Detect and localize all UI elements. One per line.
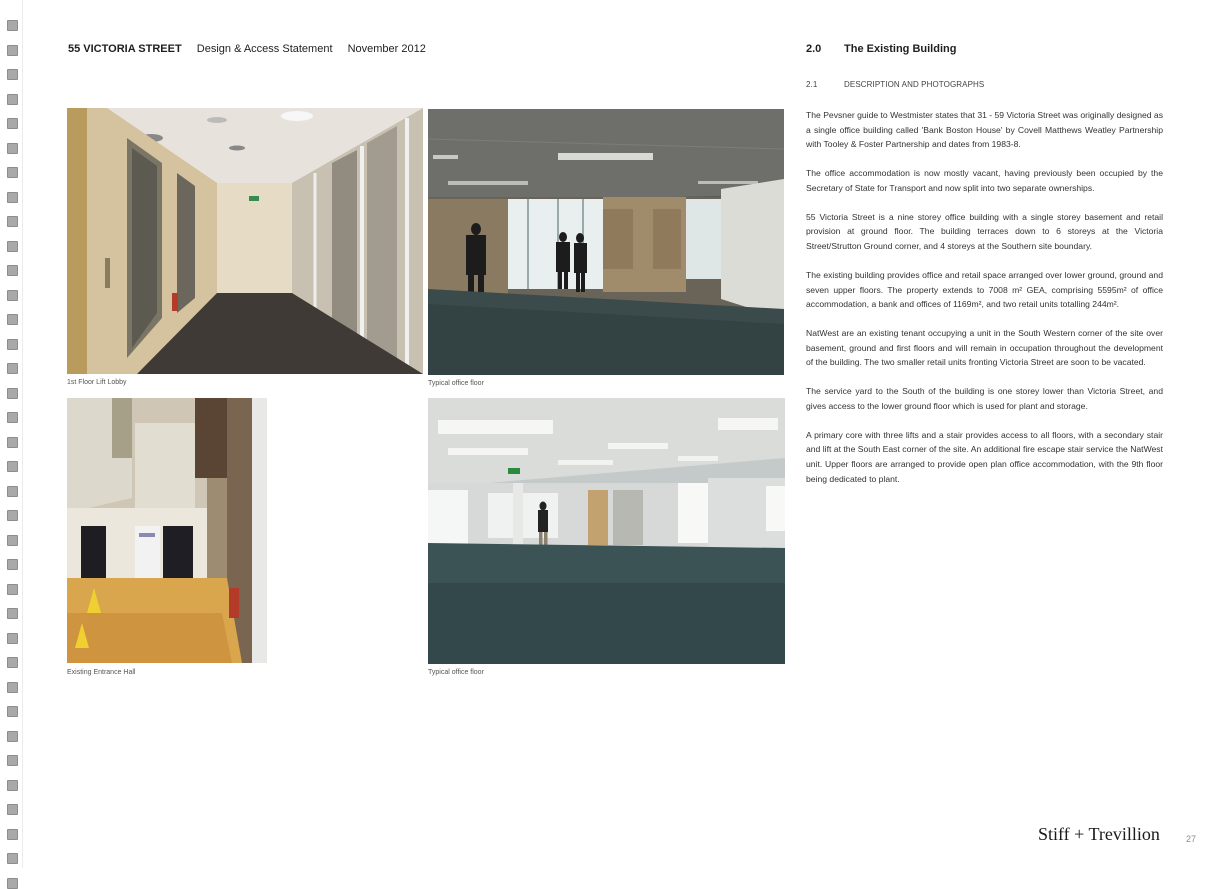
binding-hole [7, 216, 18, 227]
binding-hole [7, 461, 18, 472]
binding-hole [7, 265, 18, 276]
subsection-number: 2.1 [806, 80, 818, 89]
caption-office-floor-2: Typical office floor [428, 669, 484, 676]
body-text [806, 108, 1163, 501]
section-number: 2.0 [806, 43, 822, 55]
binding-hole [7, 118, 18, 129]
binding-hole [7, 510, 18, 521]
binding-hole [7, 412, 18, 423]
binding-hole [7, 437, 18, 448]
binding-hole [7, 584, 18, 595]
paragraph: The Pevsner guide to Westmister states that 31 - 59 Victoria Street was originally designed as a single office building called 'Bank Boston House' by Covell Matthews Weatley Partnership with Tooley & Foster Partnership and dates from 1983-8. [806, 110, 1163, 150]
office-floor-image-2 [428, 398, 785, 664]
photo-office-floor-1 [428, 109, 784, 375]
paragraph: 55 Victoria Street is a nine storey office building with a single storey basement and retail provision at ground floor. The building terraces down to 6 storeys at the Victoria Street/Strutton Ground corner, and 4 storeys at the Southern site boundary. [806, 211, 1163, 251]
document-title: Design & Access Statement [196, 43, 333, 55]
entrance-hall-image [67, 398, 267, 663]
binding-hole [7, 241, 18, 252]
paragraph: A primary core with three lifts and a stair provides access to all floors, with a secondary stair and lift at the South East corner of the site. An additional fire escape stair service the NatWest unit. Upper floors are arranged to provide open plan office accommodation, with the 9th floor being dedicated to plant. [806, 429, 1163, 484]
lift-lobby-image [67, 108, 423, 374]
binding-hole [7, 682, 18, 693]
project-title: 55 VICTORIA STREET [68, 43, 182, 55]
binding-hole [7, 94, 18, 105]
binding-hole [7, 559, 18, 570]
binding-hole [7, 535, 18, 546]
paragraph: The existing building provides office and retail space arranged over lower ground, ground and seven upper floors. The property extends to 7008 m² GEA, comprising 5595m² of office accommodation, a bank and offices of 1169m², and two retail units totalling 244m². [806, 269, 1163, 310]
binding-hole [7, 657, 18, 668]
page-edge [22, 0, 23, 868]
binding-hole [7, 314, 18, 325]
binding-hole [7, 878, 18, 889]
photo-entrance-hall [67, 398, 267, 663]
binding-hole [7, 780, 18, 791]
binding-hole [7, 45, 18, 56]
binding-hole [7, 69, 18, 80]
section-title: The Existing Building [844, 43, 957, 55]
caption-lift-lobby: 1st Floor Lift Lobby [67, 379, 127, 386]
binding-hole [7, 388, 18, 399]
binding-hole [7, 20, 18, 31]
binding-hole [7, 486, 18, 497]
spiral-binding [7, 20, 21, 850]
binding-hole [7, 633, 18, 644]
binding-hole [7, 829, 18, 840]
page-header [68, 43, 438, 55]
binding-hole [7, 755, 18, 766]
document-date: November 2012 [347, 43, 426, 55]
binding-hole [7, 853, 18, 864]
binding-hole [7, 192, 18, 203]
binding-hole [7, 706, 18, 717]
paragraph: The office accommodation is now mostly vacant, having previously been occupied by the Secretary of State for Transport and now split into two separate ownerships. [806, 168, 1163, 193]
paragraph: The service yard to the South of the building is one storey lower than Victoria Street, and gives access to the lower ground floor which is used for plant and storage. [806, 386, 1163, 411]
binding-hole [7, 731, 18, 742]
binding-hole [7, 339, 18, 350]
binding-hole [7, 608, 18, 619]
subsection-title: DESCRIPTION AND PHOTOGRAPHS [844, 80, 985, 89]
office-floor-image-1 [428, 109, 784, 375]
binding-hole [7, 167, 18, 178]
subsection-heading [806, 80, 984, 89]
binding-hole [7, 804, 18, 815]
paragraph: NatWest are an existing tenant occupying a unit in the South Western corner of the site over basement, ground and first floors and will remain in occupation throughout the development of the building. The two smaller retail units fronting Victoria Street are soon to be vacated. [806, 328, 1163, 368]
section-heading [806, 43, 956, 55]
binding-hole [7, 363, 18, 374]
binding-hole [7, 143, 18, 154]
brand-logo: Stiff + Trevillion [1038, 824, 1160, 844]
page-number: 27 [1186, 834, 1197, 844]
photo-lift-lobby [67, 108, 423, 374]
binding-hole [7, 290, 18, 301]
caption-office-floor-1: Typical office floor [428, 380, 484, 387]
caption-entrance-hall: Existing Entrance Hall [67, 669, 136, 676]
photo-office-floor-2 [428, 398, 785, 664]
